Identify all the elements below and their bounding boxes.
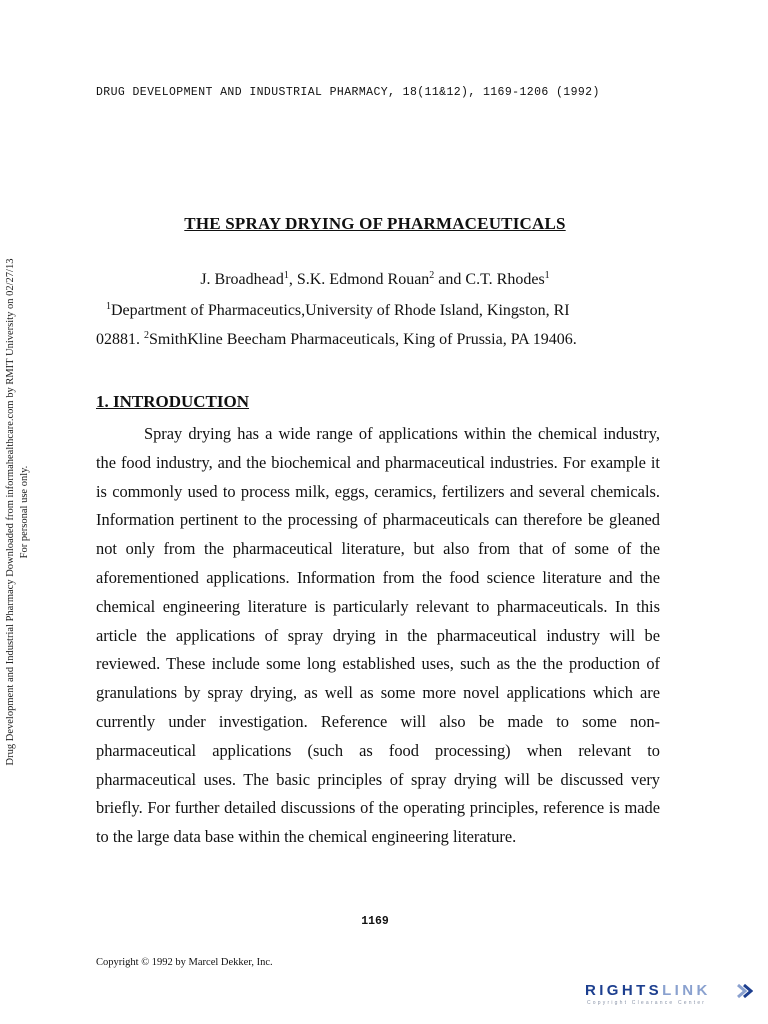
download-watermark	[4, 232, 44, 792]
author-name: S.K. Edmond Rouan	[296, 271, 430, 288]
rightslink-rights-text: RIGHTS	[585, 982, 663, 999]
introduction-paragraph: Spray drying has a wide range of applications within the chemical industry, the food industry, and the biochemical and pharmaceutical industries. For example it is commonly used to process milk, eggs, ceramics, fertilizers and several chemicals. Information pertinent to the processing of pharmaceuticals can therefore be gleaned not only from the pharmaceutical literature, but also from that of some of the aforementioned applications. Information from the food science literature and the chemical engineering literature is particularly relevant to pharmaceuticals. In this article the applications of spray drying in the pharmaceutical industry will be reviewed. These include some long established uses, such as the the production of granulations by spray drying, as well as some more novel applications which are currently under investigation. Reference will also be made to some non-pharmaceutical applications (such as food processing) when relevant to pharmaceutical uses. The basic principles of spray drying will be discussed very briefly. For further detailed discussions of the operating principles, reference is made to the large data base within the chemical engineering literature.	[96, 424, 660, 847]
affiliation-mark: 2	[144, 330, 149, 341]
affiliation-text: SmithKline Beecham Pharmaceuticals, King of Prussia, PA 19406.	[149, 331, 577, 348]
author-affiliation-mark: 2	[429, 270, 435, 281]
author-list	[0, 271, 750, 289]
author-name: C.T. Rhodes	[465, 271, 545, 288]
affiliation-zip: 02881.	[96, 331, 144, 348]
section-heading: 1. INTRODUCTION	[96, 392, 250, 411]
author-separator: ,	[288, 271, 297, 288]
author-separator: and	[434, 271, 466, 288]
author-affiliation-mark: 1	[544, 270, 550, 281]
rightslink-tagline: Copyright Clearance Center	[587, 1000, 707, 1006]
author-name: J. Broadhead	[200, 271, 284, 288]
rightslink-link-text: LINK	[662, 982, 711, 999]
download-watermark-line: Drug Development and Industrial Pharmacy Downloaded from informahealthcare.com by RMIT University on 02/27/13	[5, 258, 16, 766]
affiliation-line-2	[96, 331, 662, 349]
rightslink-arrow-icon	[735, 983, 753, 999]
personal-use-line: For personal use only.	[19, 465, 30, 559]
rightslink-wordmark	[585, 982, 711, 999]
affiliation-line-1	[106, 302, 672, 320]
affiliation-mark: 1	[106, 301, 111, 312]
affiliation-text: Department of Pharmaceutics,University of Rhode Island, Kingston, RI	[111, 302, 570, 319]
rightslink-logo[interactable]	[585, 982, 755, 1010]
page-number: 1169	[361, 915, 389, 928]
copyright-notice: Copyright © 1992 by Marcel Dekker, Inc.	[96, 957, 273, 968]
author-affiliation-mark: 1	[283, 270, 289, 281]
article-title: THE SPRAY DRYING OF PHARMACEUTICALS	[184, 214, 566, 233]
journal-citation-header: DRUG DEVELOPMENT AND INDUSTRIAL PHARMACY, 18(11&12), 1169-1206 (1992)	[96, 86, 600, 99]
